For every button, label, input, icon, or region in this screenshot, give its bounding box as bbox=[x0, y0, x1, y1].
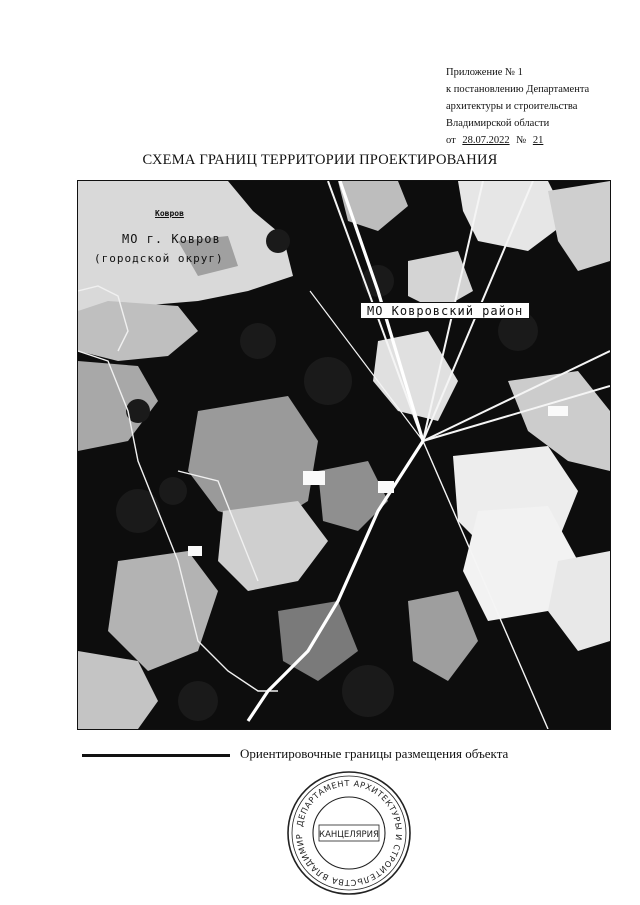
seal-center-text: КАНЦЕЛЯРИЯ bbox=[319, 830, 379, 840]
appendix-line-3: архитектуры и строительства bbox=[446, 101, 578, 112]
map-legend bbox=[82, 746, 602, 764]
legend-text: Ориентировочные границы размещения объекта bbox=[240, 746, 509, 761]
official-seal bbox=[284, 768, 414, 898]
label-mo-kovrov-district: МО Ковровский район bbox=[360, 302, 530, 319]
appendix-line-2: к постановлению Департамента bbox=[446, 84, 590, 95]
seal-ring-text: ДЕПАРТАМЕНТ АРХИТЕКТУРЫ И СТРОИТЕЛЬСТВА ВЛАДИМИР bbox=[293, 777, 405, 889]
number-prefix: № bbox=[516, 135, 527, 146]
label-mo-kovrov-city: МО г. Ковров bbox=[122, 232, 221, 246]
appendix-line-4: Владимирской области bbox=[446, 118, 550, 129]
seal-stamp-icon bbox=[284, 768, 414, 898]
appendix-date-line bbox=[446, 132, 632, 149]
document-title: СХЕМА ГРАНИЦ ТЕРРИТОРИИ ПРОЕКТИРОВАНИЯ bbox=[142, 152, 498, 168]
document-date: 28.07.2022 bbox=[462, 135, 510, 146]
label-city-district-type: (городской округ) bbox=[94, 252, 224, 265]
appendix-block bbox=[446, 64, 632, 149]
territory-map bbox=[77, 180, 611, 730]
legend-line-symbol bbox=[82, 754, 230, 757]
document-number: 21 bbox=[532, 135, 544, 146]
appendix-line-1: Приложение № 1 bbox=[446, 67, 523, 78]
label-kovrov-city: Ковров bbox=[155, 209, 184, 218]
date-prefix: от bbox=[446, 135, 456, 146]
